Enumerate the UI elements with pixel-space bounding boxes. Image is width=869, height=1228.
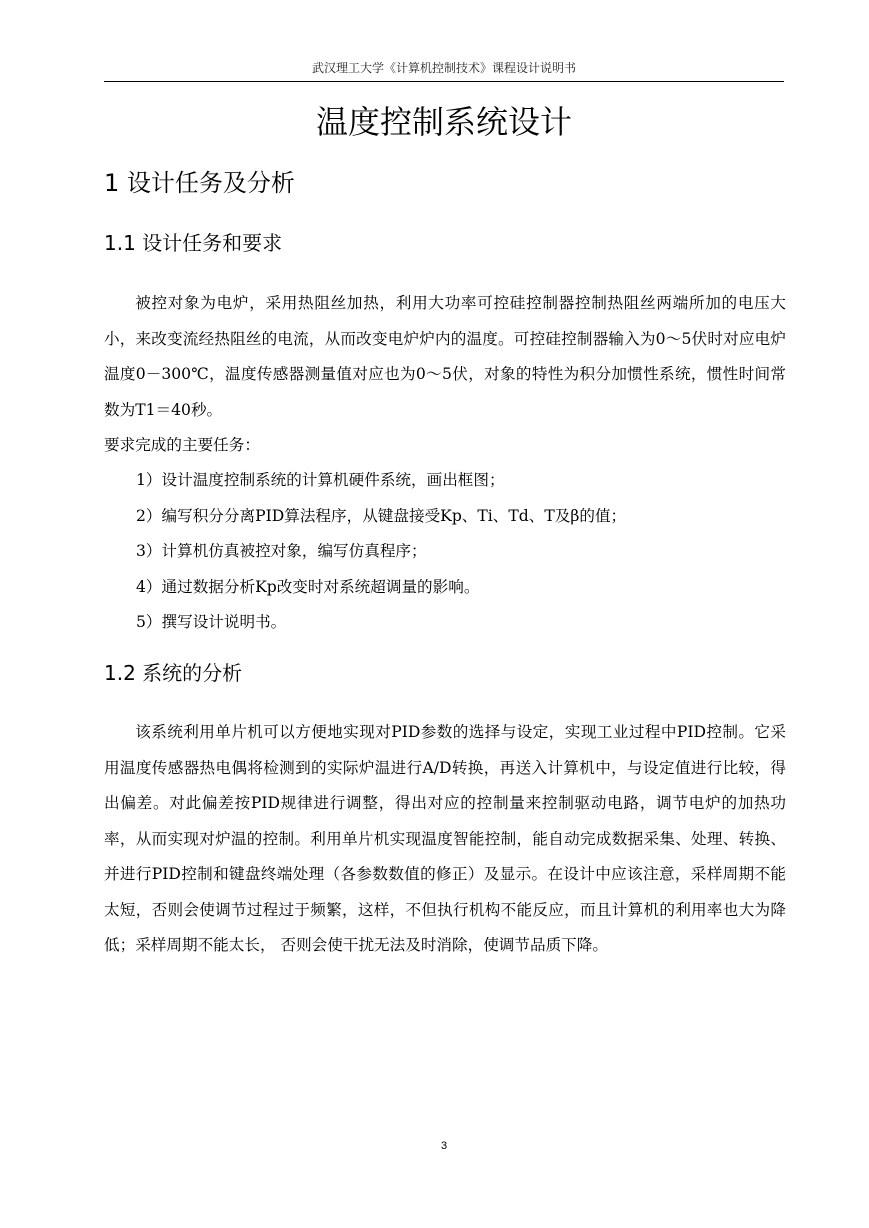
list-item: 2）编写积分分离PID算法程序，从键盘接受Kp、Ti、Td、T及β的值；: [136, 506, 627, 525]
section-1-1-paragraph: 被控对象为电炉，采用热阻丝加热，利用大功率可控硅控制器控制热阻丝两端所加的电压大小，来改变流经热阻丝的电流，从而改变电炉炉内的温度。可控硅控制器输入为0～5伏时对应电炉温度0－300℃，温度传感器测量值对应也为0～5伏，对象的特性为积分加惯性系统，惯性时间常数为T1＝40秒。: [104, 294, 786, 419]
section-1-heading: 1 设计任务及分析: [104, 169, 295, 197]
section-1-1-heading: 1.1 设计任务和要求: [104, 231, 283, 255]
list-item: 1）设计温度控制系统的计算机硬件系统，画出框图；: [136, 471, 505, 489]
section-1-2-heading: 1.2 系统的分析: [104, 661, 243, 685]
document-title: 温度控制系统设计: [315, 103, 572, 141]
list-item: 4）通过数据分析Kp改变时对系统超调量的影响。: [136, 577, 480, 596]
running-header: 武汉理工大学《计算机控制技术》课程设计说明书: [311, 61, 576, 75]
section-1-2-paragraph: 该系统利用单片机可以方便地实现对PID参数的选择与设定，实现工业过程中PID控制。它采用温度传感器热电偶将检测到的实际炉温进行A/D转换，再送入计算机中，与设定值进行比较，得出偏差。对此偏差按PID规律进行调整，得出对应的控制量来控制驱动电路，调节电炉的加热功率，从而实现对炉温的控制。利用单片机实现温度智能控制，能自动完成数据采集、处理、转换、并进行PID控制和键盘终端处理（各参数数值的修正）及显示。在设计中应该注意，采样周期不能太短，否则会使调节过程过于频繁，这样，不但执行机构不能反应，而且计算机的利用率也大为降低；采样周期不能太长， 否则会使干扰无法及时消除，使调节品质下降。: [104, 723, 786, 954]
list-item: 3）计算机仿真被控对象，编写仿真程序；: [136, 542, 427, 560]
task-list: [136, 463, 786, 641]
tasks-intro: 要求完成的主要任务：: [104, 436, 260, 454]
header-rule: [104, 81, 784, 82]
list-item: 5）撰写设计说明书。: [136, 613, 287, 631]
page-number: 3: [440, 1140, 448, 1152]
